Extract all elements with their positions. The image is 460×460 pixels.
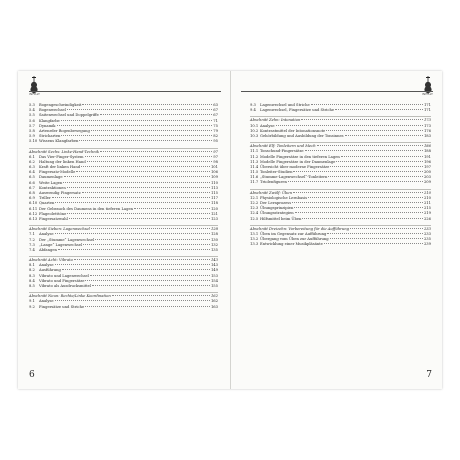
entry-title: Saitenwechsel und Doppelgriffe	[39, 113, 99, 118]
toc-entry	[29, 248, 218, 253]
entry-page-number: 128	[210, 227, 218, 232]
entry-title: Fingersatzwahl	[39, 216, 68, 221]
entry-title: Lagenwechsel und Striche	[260, 103, 310, 107]
entry-page-number: 173	[423, 118, 431, 123]
dot-leader	[69, 218, 210, 219]
entry-title: Modelle Fingersätze in den tieferen Lagen	[260, 154, 340, 159]
dot-leader	[79, 140, 212, 141]
dot-leader	[100, 151, 212, 152]
entry-number: 6.11	[29, 206, 38, 211]
entry-page-number: 118	[210, 201, 218, 206]
entry-number: 5.8	[29, 128, 35, 133]
entry-title: Der Lernprozess	[260, 201, 292, 205]
dot-leader	[76, 171, 210, 172]
entry-number: 5.5	[29, 113, 35, 118]
dot-leader	[82, 192, 210, 193]
entry-number: 8.3	[29, 273, 35, 278]
entry-page-number: 115	[210, 191, 218, 195]
entry-number: 10.3	[250, 133, 259, 138]
entry-number: 5.9	[29, 134, 35, 139]
running-header: INHALT	[29, 92, 41, 96]
entry-page-number: 121	[210, 211, 218, 216]
entry-page-number: 209	[423, 180, 431, 185]
entry-title: Bogengeschwindigkeit	[39, 103, 82, 107]
entry-page-number: 67	[213, 113, 218, 118]
dot-leader	[330, 166, 423, 167]
dot-leader	[327, 233, 423, 234]
left-page	[18, 71, 231, 389]
entry-title: Übersicht über moderne Fingersätze	[260, 164, 330, 169]
entry-number: 7.1	[29, 232, 35, 237]
dot-leader	[64, 176, 210, 177]
dot-leader	[345, 135, 423, 136]
entry-title: Fingersätze und Striche	[39, 304, 85, 309]
entry-page-number: 135	[210, 247, 218, 252]
entry-title: Hilfsmittel beim Üben	[260, 216, 302, 221]
toc-entry	[29, 139, 218, 144]
toc-entry	[250, 217, 431, 222]
entry-title: Bogenwechsel	[39, 108, 66, 113]
entry-number: 10.1	[250, 123, 259, 128]
entry-number: 9.2	[29, 304, 35, 309]
entry-number: 11.4	[250, 164, 259, 169]
dot-leader	[301, 119, 423, 120]
dot-leader	[63, 182, 210, 183]
header-rule	[29, 91, 221, 92]
entry-title: Quarten	[39, 201, 55, 206]
entry-title: Analyse	[260, 123, 275, 128]
entry-title: Übergang vom Üben zur Aufführung	[260, 237, 329, 242]
entry-page-number: 183	[423, 133, 431, 138]
dot-leader	[308, 197, 423, 198]
entry-number: 11.7	[250, 180, 259, 185]
entry-title: Vibrato und Fingersätze	[39, 278, 85, 283]
dot-leader	[83, 244, 210, 245]
dot-leader	[67, 109, 212, 110]
dot-leader	[55, 264, 210, 265]
toc-entry	[250, 108, 431, 113]
entry-title: Analyse	[39, 263, 54, 268]
entry-page-number: 196	[423, 159, 431, 164]
toc-section	[250, 225, 431, 248]
entry-page-number: 162	[210, 294, 218, 299]
entry-number: 5.3	[29, 103, 35, 107]
entry-number: 5.7	[29, 123, 35, 128]
toc-section	[250, 189, 431, 222]
toc-entry	[250, 180, 431, 185]
entry-title: Übungsstrategien	[260, 211, 294, 216]
dot-leader	[293, 171, 422, 172]
entry-number: 12.5	[250, 216, 259, 221]
entry-page-number: 191	[423, 154, 431, 159]
entry-page-number: 149	[210, 268, 218, 273]
dot-leader	[336, 161, 423, 162]
entry-page-number: 98	[213, 159, 218, 164]
entry-page-number: 210	[423, 190, 431, 195]
dot-leader	[67, 213, 210, 214]
entry-number: 6.10	[29, 201, 38, 206]
toc-section	[29, 225, 218, 253]
dot-leader	[85, 280, 210, 281]
dot-leader	[305, 150, 423, 151]
entry-number: 12.1	[250, 195, 259, 200]
entry-page-number: 82	[213, 134, 218, 139]
entry-title: Triller	[39, 196, 51, 201]
dot-leader	[57, 125, 213, 126]
running-header: INHALT	[421, 92, 433, 96]
entry-number: 7.4	[29, 247, 35, 252]
dot-leader	[58, 249, 210, 250]
entry-number: 9.1	[29, 299, 35, 304]
entry-title: Das Vier-Finger-System	[39, 154, 84, 159]
entry-number: 8.5	[29, 284, 35, 288]
entry-page-number: 113	[210, 185, 218, 190]
dot-leader	[67, 187, 210, 188]
entry-title: „Stumme-Lagenwechsel“-Tonleitern	[260, 175, 328, 180]
dot-leader	[134, 208, 210, 209]
entry-page-number: 200	[423, 170, 431, 175]
entry-page-number: 176	[423, 128, 431, 133]
right-page	[230, 71, 442, 389]
dot-leader	[85, 156, 213, 157]
entry-page-number: 235	[423, 237, 431, 242]
entry-number: 11.3	[250, 159, 259, 164]
entry-number: 11.5	[250, 170, 259, 175]
dot-leader	[61, 120, 213, 121]
dot-leader	[55, 233, 210, 234]
entry-page-number: 203	[423, 175, 431, 180]
toc-section	[250, 103, 431, 113]
entry-title: Weite Lagen	[39, 180, 63, 185]
entry-page-number: 154	[210, 278, 218, 283]
entry-title: Modelle Fingersätze in der Daumenlage	[260, 159, 336, 164]
entry-number: 6.8	[29, 191, 35, 195]
entry-page-number: 67	[213, 108, 218, 113]
entry-title: Übungsprinzipien	[260, 206, 294, 211]
entry-number: 5.4	[29, 108, 35, 113]
entry-title: Stricharten	[39, 134, 61, 139]
entry-title: Lagenwechsel, Fingersätze und Striche	[260, 108, 335, 113]
entry-page-number: 63	[213, 103, 218, 107]
entry-title: Haltung der linken Hand	[39, 159, 86, 164]
entry-title: Abfangen	[39, 247, 57, 252]
toc-section	[29, 148, 218, 223]
entry-number: 6.2	[29, 159, 35, 164]
dot-leader	[288, 181, 423, 182]
entry-page-number: 188	[423, 149, 431, 154]
entry-page-number: 233	[423, 226, 431, 231]
dot-leader	[276, 125, 423, 126]
dot-leader	[341, 156, 423, 157]
entry-title: Dynamik	[39, 123, 56, 128]
entry-number: 9.4	[250, 108, 256, 113]
dot-leader	[55, 300, 210, 301]
entry-title: Abschnitt Elf: Tonleitern und Mech	[250, 144, 316, 149]
entry-page-number: 117	[210, 196, 218, 201]
entry-page-number: 173	[423, 123, 431, 128]
entry-number: 6.3	[29, 165, 35, 170]
dot-leader	[311, 104, 423, 105]
entry-page-number: 106	[210, 170, 218, 175]
entry-number: 11.2	[250, 154, 259, 159]
entry-title: Der „Stumme“ Lagenwechsel	[39, 237, 95, 242]
dot-leader	[87, 161, 213, 162]
page-number: 6	[29, 370, 35, 380]
dot-leader	[317, 145, 423, 146]
entry-number: 7.3	[29, 242, 35, 247]
entry-title: Artenrder Bogenbewegung	[39, 128, 90, 133]
entry-page-number: 97	[213, 149, 218, 154]
entry-page-number: 171	[423, 103, 431, 107]
dot-leader	[100, 114, 213, 115]
entry-page-number: 97	[213, 154, 218, 159]
entry-page-number: 120	[210, 206, 218, 211]
entry-title: Abschnitt Zehn: Intonation	[250, 118, 301, 123]
entry-page-number: 153	[210, 273, 218, 278]
dot-leader	[95, 239, 210, 240]
entry-title: Vibrato als Ausdrucksmittel	[39, 284, 92, 288]
page-number: 7	[426, 370, 432, 380]
toc-entry	[250, 242, 431, 247]
entry-number: 11.6	[250, 175, 259, 180]
dot-leader	[302, 218, 423, 219]
entry-title: Der Gebrauch des Daumens in den tieferen Lagen	[39, 206, 134, 211]
dot-leader	[91, 130, 212, 131]
entry-number: 6.1	[29, 154, 35, 159]
entry-page-number: 95	[213, 139, 218, 144]
entry-page-number: 143	[210, 258, 218, 263]
toc-entry	[29, 284, 218, 289]
dot-leader	[335, 109, 423, 110]
entry-number: 6.12	[29, 211, 38, 216]
entry-title: Abschnitt Sieben: Lagenwechsel	[29, 227, 90, 232]
entry-page-number: 226	[423, 216, 431, 221]
entry-title: Abschnitt Acht: Vibrato	[29, 258, 73, 263]
entry-title: Wissens Klangfarben	[39, 139, 79, 144]
entry-title: Entwicklung einer Musikpläsänte	[260, 242, 323, 247]
entry-page-number: 233	[423, 231, 431, 236]
entry-number: 13.3	[250, 242, 259, 247]
entry-page-number: 130	[210, 237, 218, 242]
entry-page-number: 219	[423, 211, 431, 216]
entry-number: 13.1	[250, 231, 259, 236]
entry-number: 12.2	[250, 201, 259, 205]
entry-number: 5.6	[29, 118, 35, 123]
entry-title: Kontraktionen	[39, 185, 66, 190]
entry-title: Vibrato und Lagenwechsel	[39, 273, 89, 278]
entry-title: „Lange“ Lagenwechsel	[39, 242, 83, 247]
dot-leader	[82, 104, 212, 105]
entry-number: 9.3	[250, 103, 256, 107]
entry-number: 10.2	[250, 128, 259, 133]
entry-number: 7.2	[29, 237, 35, 242]
entry-number: 6.6	[29, 180, 35, 185]
dot-leader	[52, 197, 210, 198]
entry-title: Triolenfiguren	[260, 180, 287, 185]
entry-page-number: 128	[210, 232, 218, 237]
header-rule	[241, 91, 433, 92]
dot-leader	[74, 259, 210, 260]
entry-title: Auswendig Fingersatz	[39, 191, 81, 195]
entry-page-number: 211	[423, 201, 431, 205]
dot-leader	[91, 228, 210, 229]
entry-page-number: 79	[213, 128, 218, 133]
entry-number: 8.4	[29, 278, 35, 283]
entry-number: 6.7	[29, 185, 35, 190]
entry-number: 8.1	[29, 263, 35, 268]
dot-leader	[330, 238, 423, 239]
dot-leader	[90, 275, 210, 276]
book-spread	[18, 71, 442, 389]
entry-number: 11.1	[250, 149, 259, 154]
entry-title: Abschnitt Dreizehn: Vorbereitung für die Aufführung	[250, 226, 349, 231]
entry-number: 6.5	[29, 175, 35, 180]
entry-title: Analyse	[39, 232, 54, 237]
dot-leader	[324, 243, 423, 244]
toc-entry	[250, 134, 431, 139]
entry-title: Kraft der linken Hand	[39, 165, 81, 170]
entry-page-number: 171	[423, 108, 431, 113]
entry-page-number: 132	[210, 242, 218, 247]
dot-leader	[295, 212, 423, 213]
entry-number: 6.13	[29, 216, 38, 221]
entry-page-number: 71	[213, 118, 218, 123]
entry-number: 6.9	[29, 196, 35, 201]
dot-leader	[55, 202, 210, 203]
entry-title: Flageoletttöne	[39, 211, 67, 216]
entry-title: Kontrastmittel der Intonationsnote	[260, 128, 326, 133]
toc-section	[29, 292, 218, 310]
entry-title: Tonschund-Fingersätze	[260, 149, 304, 154]
dot-leader	[61, 135, 212, 136]
entry-title: Klangfarbe	[39, 118, 60, 123]
table-of-contents	[250, 103, 431, 248]
toc-section	[29, 256, 218, 289]
entry-page-number: 143	[210, 263, 218, 268]
dot-leader	[328, 176, 423, 177]
entry-title: Abschnitt Neun: Rechte/Linke Koordination	[29, 294, 111, 299]
entry-page-number: 110	[210, 180, 218, 185]
entry-page-number: 162	[210, 299, 218, 304]
entry-title: Abschnitt Sechs: Linke-Hand-Technik	[29, 149, 100, 154]
entry-page-number: 109	[210, 175, 218, 180]
entry-page-number: 101	[210, 165, 218, 170]
dot-leader	[62, 269, 210, 270]
dot-leader	[112, 295, 210, 296]
toc-section	[250, 142, 431, 186]
entry-page-number: 215	[423, 206, 431, 211]
dot-leader	[326, 130, 423, 131]
dot-leader	[292, 202, 423, 203]
toc-entry	[29, 217, 218, 222]
entry-title: Tonleiter-Studien	[260, 170, 293, 175]
entry-number: 13.2	[250, 237, 259, 242]
toc-section	[250, 116, 431, 139]
entry-page-number: 75	[213, 123, 218, 128]
entry-title: Analyse	[39, 299, 54, 304]
dot-leader	[92, 285, 210, 286]
entry-title: Gehörbildung und Ausbildung der Tonsinnes	[260, 133, 344, 138]
entry-title: Daumenlage	[39, 175, 63, 180]
toc-section	[29, 103, 218, 145]
dot-leader	[350, 228, 423, 229]
entry-page-number: 210	[423, 195, 431, 200]
toc-entry	[29, 305, 218, 310]
dot-leader	[85, 306, 210, 307]
dot-leader	[81, 166, 210, 167]
entry-page-number: 123	[210, 216, 218, 221]
entry-number: 5.10	[29, 139, 38, 144]
entry-number: 12.3	[250, 206, 259, 211]
entry-title: Physiologische Lernbasis	[260, 195, 308, 200]
entry-number: 12.4	[250, 211, 259, 216]
table-of-contents	[29, 103, 218, 310]
entry-page-number: 186	[423, 144, 431, 149]
entry-page-number: 155	[210, 284, 218, 288]
entry-title: Ausführung	[39, 268, 61, 273]
entry-number: 8.2	[29, 268, 35, 273]
entry-title: Fingersatz-Modelle	[39, 170, 76, 175]
entry-title: Üben im Gegensatz zur Aufführung	[260, 231, 327, 236]
entry-page-number: 239	[423, 242, 431, 247]
entry-number: 6.4	[29, 170, 35, 175]
entry-page-number: 197	[423, 164, 431, 169]
entry-title: Abschnitt Zwölf: Üben	[250, 190, 292, 195]
entry-page-number: 163	[210, 304, 218, 309]
dot-leader	[294, 207, 423, 208]
dot-leader	[293, 192, 423, 193]
